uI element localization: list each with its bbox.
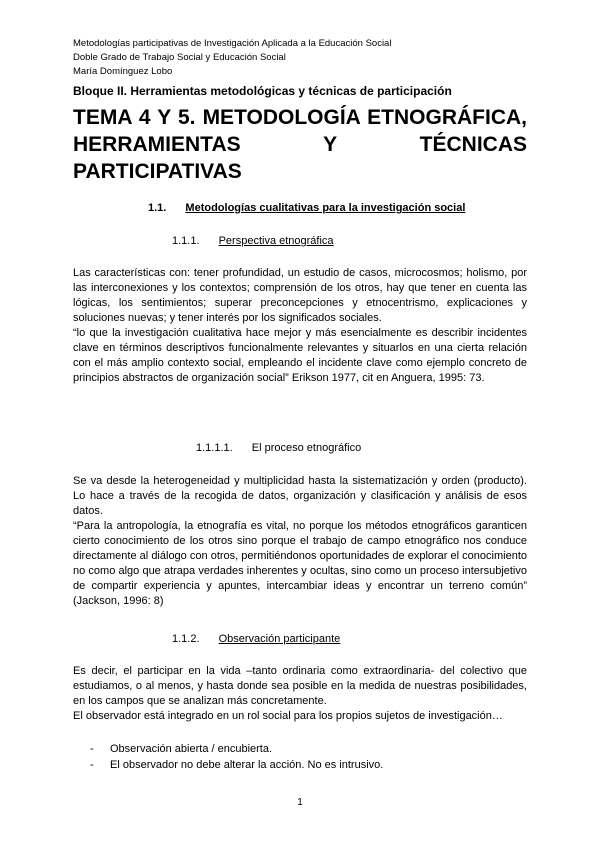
paragraph-proceso — [73, 474, 527, 609]
quote-jackson: “Para la antropología, la etnografía es vital, no porque los métodos etnográficos garanticen cierto conocimiento de los otros sino porque el trabajo de campo etnográfico nos conduce directamente al diálogo con otros, permitiéndonos oportunidades de explorar el conocimiento no como algo que atrapa verdades inherentes y ocultas, sino como un proceso intersubjetivo de compartir experiencia y apuntes, intercambiar ideas y encontrar un terreno común” (Jackson, 1996: 8) — [73, 520, 527, 607]
main-title-line-3: PARTICIPATIVAS — [73, 160, 242, 183]
paragraph-text: Se va desde la heterogeneidad y multiplicidad hasta la sistematización y orden (producto). Lo hace a través de la recogida de datos, organización y clasificación y análisis de esos datos. — [73, 475, 527, 517]
header-degree: Doble Grado de Trabajo Social y Educación Social — [73, 52, 286, 63]
section-1-1-1-heading — [172, 235, 334, 247]
bullet-dash: - — [90, 743, 94, 755]
header-course: Metodologías participativas de Investigación Aplicada a la Educación Social — [73, 38, 392, 49]
section-number: 1.1.1. — [172, 235, 200, 247]
paragraph-text: Es decir, el participar en la vida –tanto ordinaria como extraordinaria- del colectivo que estudiamos, o al menos, y hasta donde sea posible en la medida de nuestras posibilidades, en los campos que se analizan más concretamente. — [73, 665, 527, 707]
page-number: 1 — [297, 797, 303, 808]
main-title-line-2: HERRAMIENTAS Y TÉCNICAS — [73, 133, 527, 156]
main-title-line-1: TEMA 4 Y 5. METODOLOGÍA ETNOGRÁFICA, — [73, 106, 527, 129]
running-header — [73, 37, 391, 79]
paragraph-caracteristicas — [73, 266, 527, 386]
section-number: 1.1.1.1. — [196, 442, 233, 454]
section-title: El proceso etnográfico — [251, 442, 362, 454]
bullet-dash: - — [90, 758, 94, 771]
header-author: María Domínguez Lobo — [73, 66, 173, 77]
main-title — [73, 104, 527, 185]
list-item-text: El observador no debe alterar la acción. No es intrusivo. — [110, 758, 384, 771]
paragraph-text: Las características con: tener profundidad, un estudio de casos, microcosmos; holismo, por las interconexiones y los contextos; comprensión de los otros, hay que tener en cuenta las lógicas, los sentimientos; superar preconcepciones y etnocentrismo, explicaciones y soluciones nuevas; y tener interés por los significados sociales. — [73, 267, 527, 324]
section-number: 1.1. — [148, 202, 167, 214]
paragraph-observacion — [73, 664, 527, 724]
section-1-1-heading — [148, 202, 465, 214]
paragraph-observador: El observador está integrado en un rol social para los propios sujetos de investigación… — [73, 710, 503, 722]
list-item — [90, 742, 383, 758]
section-title: Perspectiva etnográfica — [218, 235, 334, 247]
list-item — [90, 758, 383, 774]
section-title: Observación participante — [218, 633, 341, 645]
section-1-1-1-1-heading — [196, 442, 361, 454]
bullet-list — [90, 742, 383, 773]
quote-erikson: “lo que la investigación cualitativa hace mejor y más esencialmente es describir incidentes clave en términos descriptivos funcionalmente relevantes y situarlos en una cierta relación con el más amplio contexto social, empleando el incidente clave como ejemplo concreto de principios abstractos de organización social” Erikson 1977, cit en Anguera, 1995: 73. — [73, 327, 527, 384]
section-1-1-2-heading — [172, 633, 340, 645]
section-number: 1.1.2. — [172, 633, 200, 645]
list-item-text: Observación abierta / encubierta. — [110, 743, 273, 755]
section-title: Metodologías cualitativas para la investigación social — [185, 202, 466, 214]
block-title: Bloque II. Herramientas metodológicas y técnicas de participación — [73, 84, 452, 98]
